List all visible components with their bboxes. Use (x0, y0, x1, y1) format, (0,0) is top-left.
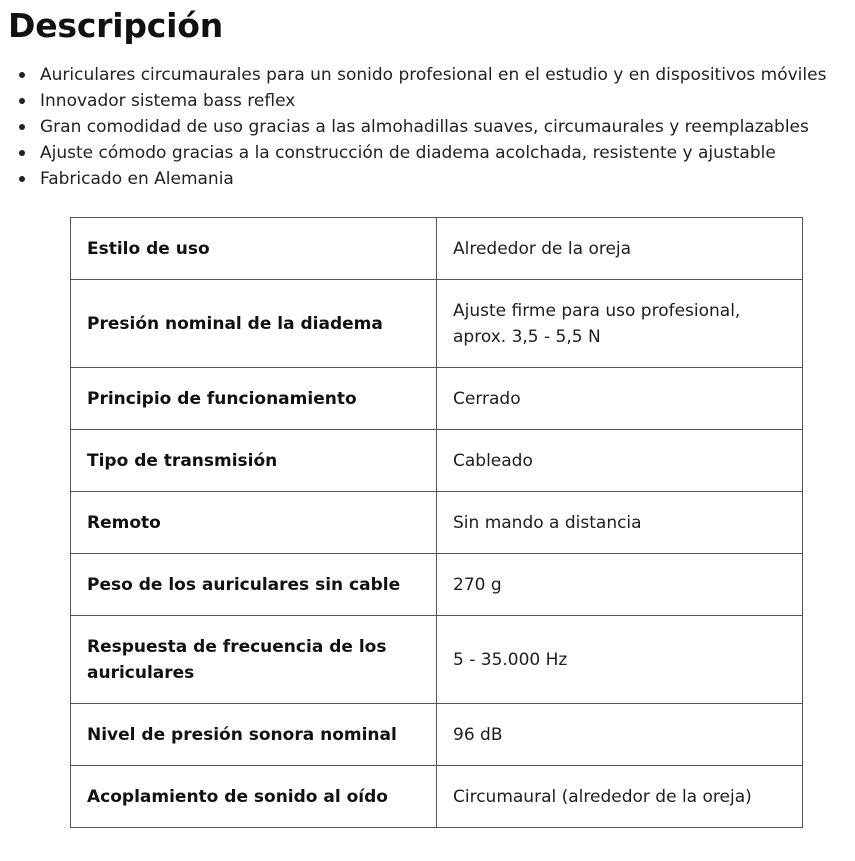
bullet-icon (19, 72, 25, 78)
table-row (71, 280, 803, 368)
bullet-icon (19, 176, 25, 182)
feature-item (0, 140, 855, 166)
feature-item (0, 88, 855, 114)
feature-list (0, 62, 855, 192)
table-row (71, 368, 803, 430)
spec-label: Remoto (71, 492, 437, 554)
spec-label: Nivel de presión sonora nominal (71, 704, 437, 766)
spec-value: 5 - 35.000 Hz (437, 616, 803, 704)
feature-text: Innovador sistema bass reflex (40, 91, 296, 111)
feature-text: Auriculares circumaurales para un sonido profesional en el estudio y en dispositivos móviles (40, 65, 827, 85)
feature-item (0, 166, 855, 192)
table-row (71, 766, 803, 828)
spec-label: Peso de los auriculares sin cable (71, 554, 437, 616)
spec-value: 96 dB (437, 704, 803, 766)
feature-text: Ajuste cómodo gracias a la construcción de diadema acolchada, resistente y ajustable (40, 143, 776, 163)
specs-table (70, 217, 803, 828)
feature-text: Gran comodidad de uso gracias a las almohadillas suaves, circumaurales y reemplazables (40, 117, 809, 137)
feature-item (0, 114, 855, 140)
page-title: Descripción (8, 6, 224, 45)
spec-value: Alrededor de la oreja (437, 218, 803, 280)
spec-value: Sin mando a distancia (437, 492, 803, 554)
feature-item (0, 62, 855, 88)
table-row (71, 430, 803, 492)
spec-label: Estilo de uso (71, 218, 437, 280)
spec-value: Cerrado (437, 368, 803, 430)
table-row (71, 492, 803, 554)
bullet-icon (19, 124, 25, 130)
spec-value: Cableado (437, 430, 803, 492)
spec-label: Tipo de transmisión (71, 430, 437, 492)
spec-label: Respuesta de frecuencia de los auriculares (71, 616, 437, 704)
feature-text: Fabricado en Alemania (40, 169, 234, 189)
spec-label: Principio de funcionamiento (71, 368, 437, 430)
table-row (71, 554, 803, 616)
table-row (71, 616, 803, 704)
spec-value: 270 g (437, 554, 803, 616)
spec-label: Presión nominal de la diadema (71, 280, 437, 368)
bullet-icon (19, 98, 25, 104)
table-row (71, 704, 803, 766)
bullet-icon (19, 150, 25, 156)
spec-label: Acoplamiento de sonido al oído (71, 766, 437, 828)
spec-value: Ajuste firme para uso profesional, aprox. 3,5 - 5,5 N (437, 280, 803, 368)
spec-value: Circumaural (alrededor de la oreja) (437, 766, 803, 828)
table-row (71, 218, 803, 280)
